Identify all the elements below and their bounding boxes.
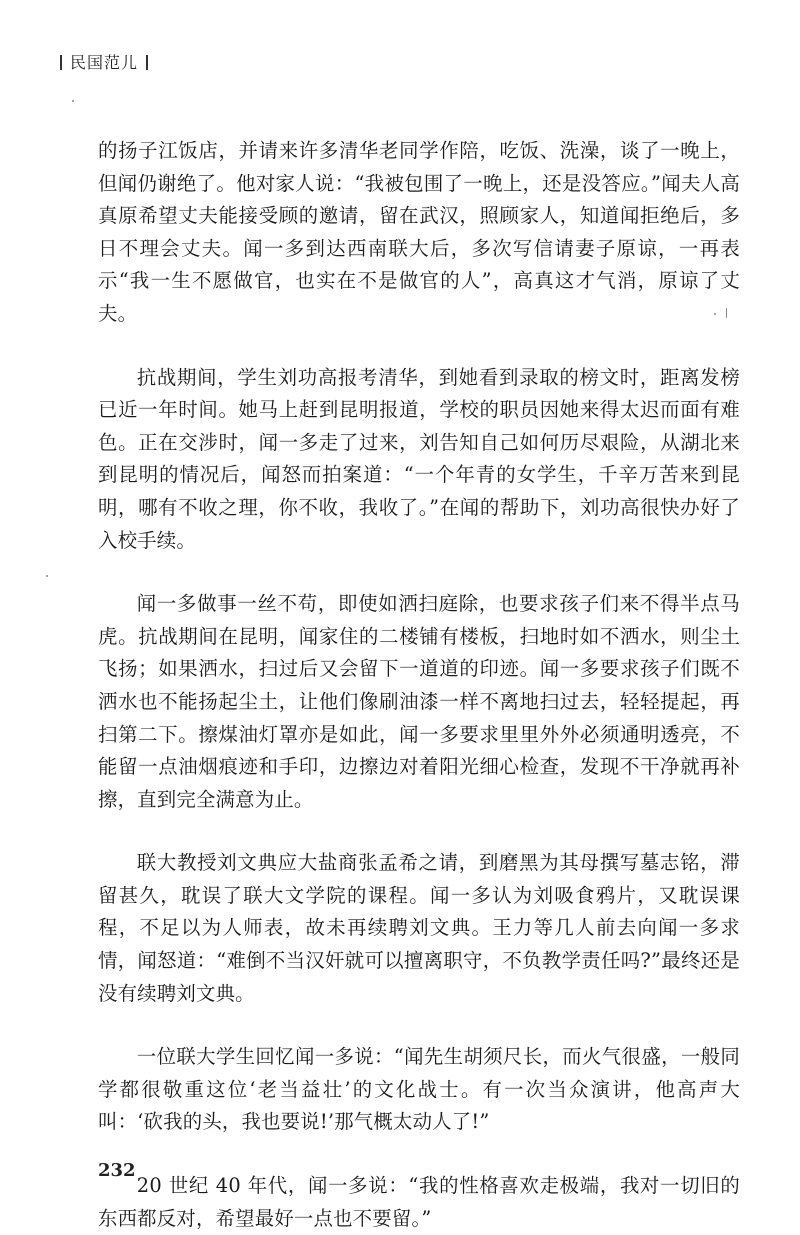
header-right-rule: [146, 55, 148, 70]
paragraph: 闻一多做事一丝不苟，即使如洒扫庭除，也要求孩子们来不得半点马虎。抗战期间在昆明，闻家住的二楼铺有楼板，扫地时如不洒水，则尘土飞扬；如果洒水，扫过后又会留下一道道的印迹。闻一多要求孩子们既不洒水也不能扬起尘土，让他们像刷油漆一样不离地扫过去，轻轻提起，再扫第二下。擦煤油灯罩亦是如此，闻一多要求里里外外必须通明透亮，不能留一点油烟痕迹和手印，边擦边对着阳光细心检查，发现不干净就再补擦，直到完全满意为止。: [98, 592, 740, 811]
paragraph: 一位联大学生回忆闻一多说：“闻先生胡须尺长，而火气很盛，一般同学都很敬重这位‘老当益壮’的文化战士。有一次当众演讲，他高声大叫：‘砍我的头，我也要说!’那气概太动人了!”: [98, 1045, 740, 1134]
page-body: [98, 135, 740, 1235]
scan-speck: [72, 100, 74, 102]
header-left-rule: [60, 55, 62, 70]
scan-speck: [46, 575, 48, 577]
paragraph-continued: 的扬子江饭店，并请来许多清华老同学作陪，吃饭、洗澡，谈了一晚上，但闻仍谢绝了。他对家人说：“我被包围了一晚上，还是没答应。”闻夫人高真原希望丈夫能接受顾的邀请，留在武汉，照顾家人，知道闻拒绝后，多日不理会丈夫。闻一多到达西南联大后，多次写信请妻子原谅，一再表示“我一生不愿做官，也实在不是做官的人”，高真这才气消，原谅了丈夫。: [98, 139, 740, 325]
paragraph: 联大教授刘文典应大盐商张孟希之请，到磨黑为其母撰写墓志铭，滞留甚久，耽误了联大文学院的课程。闻一多认为刘吸食鸦片，又耽误课程，不足以为人师表，故未再续聘刘文典。王力等几人前去向闻一多求情，闻怒道：“难倒不当汉奸就可以擅离职守，不负教学责任吗?”最终还是没有续聘刘文典。: [98, 851, 740, 1005]
paragraph: 20 世纪 40 年代，闻一多说：“我的性格喜欢走极端，我对一切旧的东西都反对，希望最好一点也不要留。”: [98, 1174, 740, 1230]
running-header: [52, 50, 156, 73]
page-number: 232: [98, 1160, 136, 1181]
running-title: 民国范儿: [70, 53, 139, 72]
paragraph: 抗战期间，学生刘功高报考清华，到她看到录取的榜文时，距离发榜已近一年时间。她马上赶到昆明报道，学校的职员因她来得太迟而面有难色。正在交涉时，闻一多走了过来，刘告知自己如何历尽艰险，从湖北来到昆明的情况后，闻怒而拍案道：“一个年青的女学生，千辛万苦来到昆明，哪有不收之理，你不收，我收了。”在闻的帮助下，刘功高很快办好了入校手续。: [98, 365, 740, 552]
